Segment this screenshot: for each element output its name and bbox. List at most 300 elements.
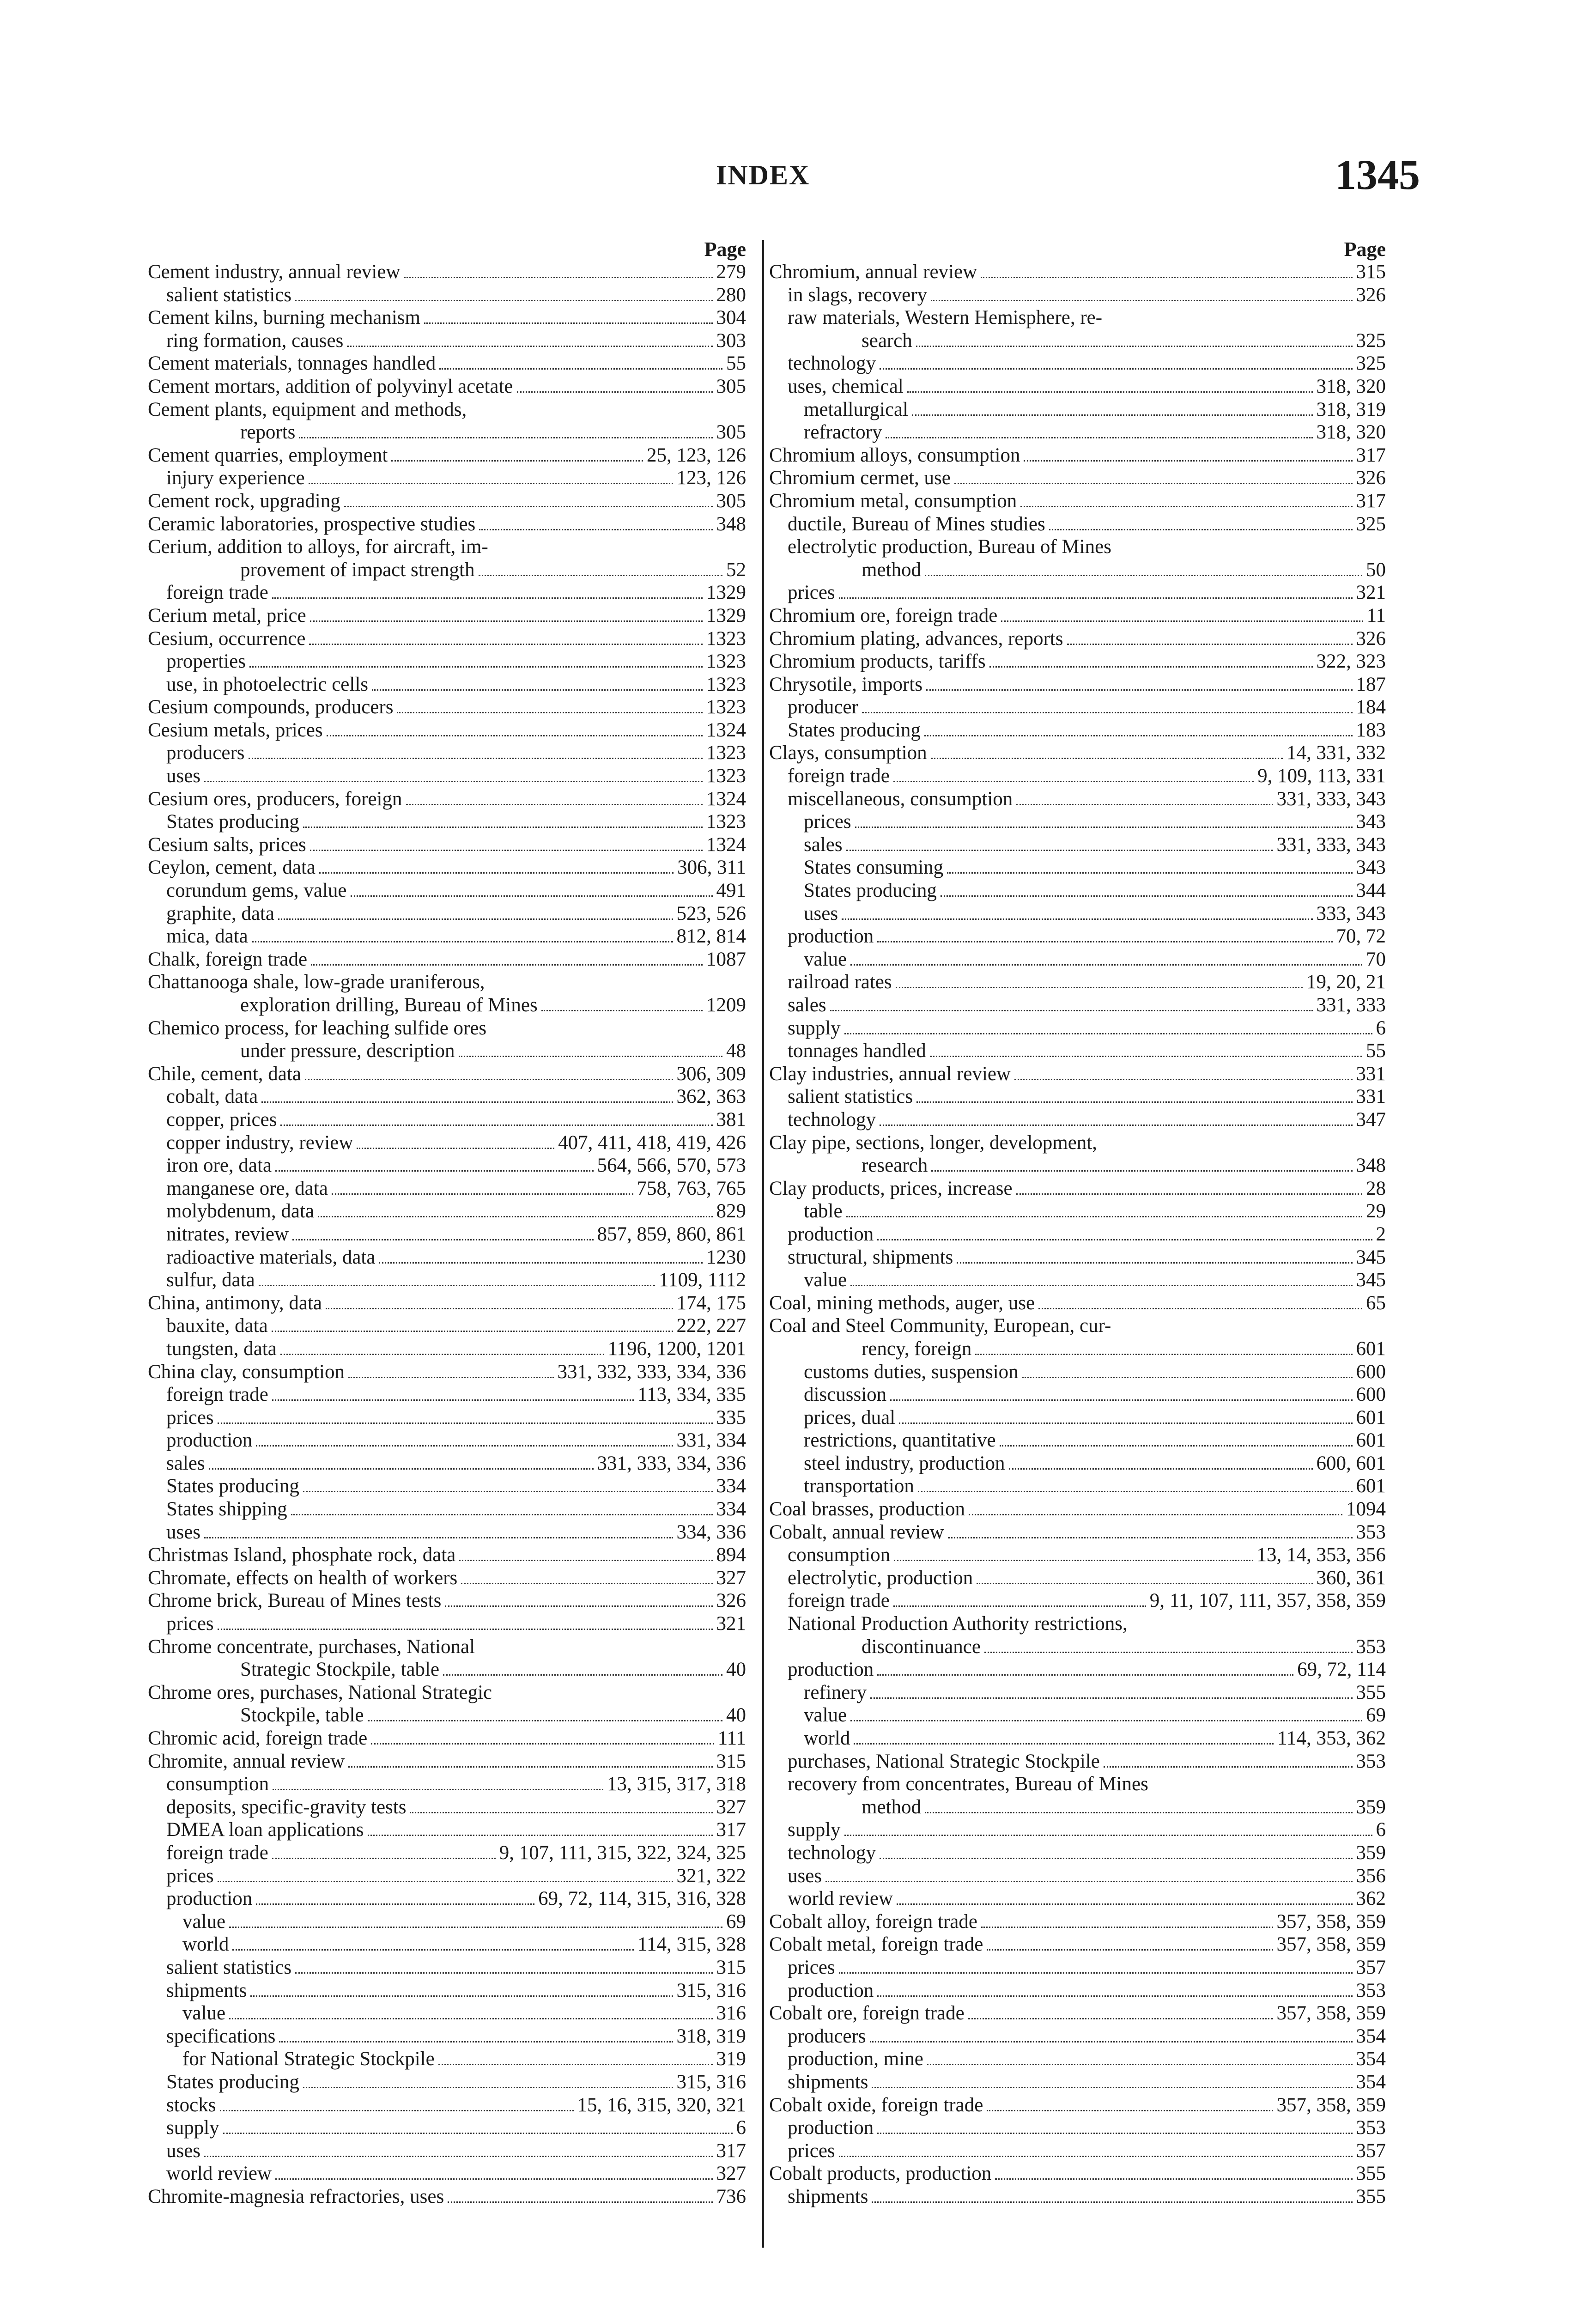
dot-leader	[229, 2004, 712, 2019]
index-entry-term: Chromite, annual review	[148, 1750, 345, 1772]
index-entry	[148, 674, 746, 697]
index-entry	[148, 2048, 746, 2071]
index-entry-term: production	[166, 1888, 253, 1910]
dot-leader	[273, 1775, 603, 1790]
index-entry	[769, 857, 1386, 880]
index-entry-term: discussion	[804, 1384, 887, 1406]
index-entry-pages: 304	[716, 307, 746, 329]
index-entry	[148, 903, 746, 926]
index-entry	[769, 1315, 1386, 1338]
dot-leader	[995, 2164, 1352, 2180]
index-entry-term: prices	[166, 1406, 214, 1429]
index-entry	[769, 421, 1386, 444]
dot-leader	[981, 1913, 1273, 1928]
index-entry-pages: 601	[1356, 1475, 1386, 1497]
index-entry-term: copper, prices	[166, 1108, 277, 1131]
index-entry-pages: 1324	[706, 788, 746, 810]
index-entry-term: Cobalt products, production	[769, 2163, 992, 2185]
index-entry	[148, 2071, 746, 2094]
index-entry	[769, 674, 1386, 697]
dot-leader	[924, 721, 1353, 736]
index-entry-term: foreign trade	[166, 582, 268, 604]
index-entry	[148, 1086, 746, 1109]
index-entry	[769, 788, 1386, 811]
index-entry-term: consumption	[166, 1773, 269, 1795]
dot-leader	[209, 1454, 594, 1470]
index-entry-term: uses	[166, 2140, 201, 2162]
index-entry	[769, 559, 1386, 582]
index-entry-pages: 355	[1356, 2185, 1386, 2207]
index-entry-term: mica, data	[166, 925, 248, 948]
index-entry-term: in slags, recovery	[788, 284, 928, 306]
dot-leader	[877, 1660, 1293, 1676]
index-entry	[769, 1200, 1386, 1223]
index-entry-pages: 334, 336	[676, 1521, 746, 1543]
index-entry-term: Chromic acid, foreign trade	[148, 1727, 368, 1749]
index-entry-term: reports	[240, 421, 296, 444]
dot-leader	[926, 675, 1352, 691]
dot-leader	[204, 1523, 673, 1538]
index-entry-pages: 353	[1356, 2117, 1386, 2139]
dot-leader	[280, 1340, 604, 1355]
dot-leader	[1001, 607, 1363, 622]
index-entry-pages: 1094	[1346, 1498, 1386, 1520]
index-entry	[769, 1269, 1386, 1292]
index-entry-pages: 303	[716, 329, 746, 352]
index-entry-pages: 13, 315, 317, 318	[607, 1773, 746, 1795]
index-entry-pages: 69	[1366, 1704, 1386, 1726]
index-entry-term: prices	[788, 582, 835, 604]
index-entry	[769, 742, 1386, 765]
index-entry-pages: 357, 358, 359	[1276, 2094, 1386, 2116]
index-entry-term: China, antimony, data	[148, 1292, 322, 1314]
index-entry	[148, 1636, 746, 1659]
index-entry-term: sales	[804, 833, 843, 856]
index-entry-pages: 1109, 1112	[659, 1269, 746, 1291]
index-entry-term: electrolytic, production	[788, 1567, 973, 1589]
index-entry	[148, 1682, 746, 1705]
dot-leader	[347, 332, 712, 347]
index-entry-term: Cobalt ore, foreign trade	[769, 2002, 965, 2024]
index-entry	[148, 2025, 746, 2049]
index-entry-term: Cement materials, tonnages handled	[148, 353, 436, 375]
index-entry-term: Strategic Stockpile, table	[240, 1659, 440, 1681]
index-entry-pages: 354	[1356, 2071, 1386, 2093]
index-entry-term: railroad rates	[788, 971, 892, 993]
dot-leader	[844, 1019, 1372, 1034]
dot-leader	[303, 2073, 673, 2088]
dot-leader	[862, 698, 1353, 713]
index-entry	[148, 994, 746, 1017]
index-entry-term: States producing	[166, 2071, 299, 2093]
index-entry-term: stocks	[166, 2094, 216, 2116]
index-entry	[769, 1773, 1386, 1796]
index-entry-pages: 326	[716, 1590, 746, 1612]
index-entry	[148, 719, 746, 742]
dot-leader	[348, 1752, 712, 1768]
index-entry-term: uses	[166, 1521, 201, 1543]
index-entry-term: method	[862, 1796, 921, 1818]
dot-leader	[261, 1088, 673, 1103]
dot-leader	[872, 2188, 1352, 2203]
dot-leader	[279, 2027, 673, 2043]
index-entry	[769, 1751, 1386, 1774]
index-entry	[769, 1361, 1386, 1384]
index-entry	[148, 284, 746, 307]
index-entry-pages: 736	[716, 2185, 746, 2207]
index-entry-pages: 357, 358, 359	[1276, 1933, 1386, 1956]
dot-leader	[846, 836, 1273, 851]
index-entry	[148, 2002, 746, 2025]
index-entry	[148, 788, 746, 811]
index-entry	[148, 421, 746, 444]
index-entry-pages: 123, 126	[676, 467, 746, 489]
index-entry	[769, 1178, 1386, 1201]
index-entry	[769, 2025, 1386, 2049]
index-entry-pages: 1323	[706, 811, 746, 833]
index-entry-term: graphite, data	[166, 902, 275, 924]
dot-leader	[303, 813, 703, 828]
index-entry-term: miscellaneous, consumption	[788, 788, 1013, 810]
index-entry-pages: 326	[1356, 467, 1386, 489]
dot-leader	[249, 744, 703, 759]
index-entry-term: deposits, specific-gravity tests	[166, 1796, 407, 1818]
index-entry	[148, 1933, 746, 1957]
index-entry	[769, 1636, 1386, 1659]
index-entry-pages: 491	[716, 880, 746, 902]
index-entry-pages: 317	[1356, 444, 1386, 466]
index-entry	[148, 559, 746, 582]
dot-leader	[989, 652, 1313, 668]
index-entry-pages: 407, 411, 418, 419, 426	[558, 1131, 746, 1154]
dot-leader	[839, 1958, 1353, 1974]
index-entry-term: cobalt, data	[166, 1086, 258, 1108]
dot-leader	[479, 561, 723, 576]
dot-leader	[379, 1248, 703, 1264]
index-entry	[769, 628, 1386, 651]
index-entry-term: Cement plants, equipment and methods,	[148, 398, 467, 420]
index-entry-pages: 335	[716, 1406, 746, 1429]
index-entry-term: supply	[166, 2117, 219, 2139]
index-entry-pages: 111	[717, 1727, 746, 1749]
index-entry-pages: 1087	[706, 948, 746, 970]
dot-leader	[218, 1409, 713, 1424]
dot-leader	[299, 423, 712, 438]
index-entry-term: use, in photoelectric cells	[166, 673, 369, 695]
dot-leader	[896, 973, 1303, 988]
index-entry	[148, 1178, 746, 1201]
index-entry-pages: 600, 601	[1316, 1452, 1386, 1474]
index-entry-pages: 894	[716, 1544, 746, 1566]
index-entry	[769, 650, 1386, 674]
index-entry-pages: 331, 332, 333, 334, 336	[557, 1361, 746, 1383]
index-entry-term: ring formation, causes	[166, 329, 344, 352]
index-entry-pages: 326	[1356, 284, 1386, 306]
index-entry-pages: 326	[1356, 627, 1386, 650]
index-entry	[148, 261, 746, 284]
dot-leader	[984, 1638, 1353, 1653]
index-entry-term: Cement kilns, burning mechanism	[148, 307, 420, 329]
dot-leader	[918, 1477, 1353, 1492]
dot-leader	[987, 2096, 1273, 2111]
index-entry	[148, 490, 746, 513]
index-entry-pages: 1230	[706, 1246, 746, 1268]
index-entry-pages: 334	[716, 1475, 746, 1497]
index-entry-pages: 334	[716, 1498, 746, 1520]
index-entry	[148, 1590, 746, 1613]
index-entry	[148, 2140, 746, 2163]
index-entry-pages: 344	[1356, 880, 1386, 902]
index-entry-term: technology	[788, 1108, 876, 1131]
dot-leader	[278, 905, 673, 920]
index-entry-pages: 9, 107, 111, 315, 322, 324, 325	[499, 1842, 746, 1864]
dot-leader	[931, 286, 1352, 301]
index-entry	[148, 1155, 746, 1178]
dot-leader	[438, 2050, 713, 2065]
index-entry-pages: 318, 319	[1316, 398, 1386, 420]
index-entry-pages: 184	[1356, 696, 1386, 718]
index-entry-pages: 1209	[706, 994, 746, 1016]
index-entry	[769, 1888, 1386, 1911]
index-entry	[769, 1040, 1386, 1063]
dot-leader	[305, 1065, 673, 1080]
index-entry	[148, 1475, 746, 1498]
dot-leader	[987, 1935, 1273, 1951]
index-entry-term: prices	[788, 1956, 835, 1978]
index-entries-left	[148, 261, 746, 2208]
index-entry-pages: 353	[1356, 1635, 1386, 1658]
dot-leader	[223, 2119, 733, 2134]
index-entry-term: producers	[166, 742, 245, 764]
index-entry	[769, 2117, 1386, 2140]
index-entry-term: search	[862, 329, 912, 352]
index-entry-term: Chrome ores, purchases, National Strategic	[148, 1681, 492, 1703]
index-entry	[769, 2094, 1386, 2117]
index-entry	[148, 1017, 746, 1040]
index-entry-pages: 321, 322	[676, 1865, 746, 1887]
dot-leader	[870, 1684, 1352, 1699]
index-entry-term: transportation	[804, 1475, 914, 1497]
index-entry	[769, 1704, 1386, 1727]
dot-leader	[272, 1844, 496, 1859]
index-entry-term: National Production Authority restrictions,	[788, 1613, 1128, 1635]
index-entry	[769, 1980, 1386, 2003]
dot-leader	[893, 1592, 1146, 1607]
index-entry	[769, 1865, 1386, 1888]
index-entry	[769, 1429, 1386, 1453]
index-entry-term: radioactive materials, data	[166, 1246, 376, 1268]
index-entry	[148, 376, 746, 399]
index-entry-term: iron ore, data	[166, 1155, 272, 1177]
index-entry	[148, 948, 746, 972]
index-entry-term: value	[182, 2002, 226, 2024]
dot-leader	[954, 469, 1353, 484]
dot-leader	[872, 2073, 1352, 2088]
index-entries-right	[769, 261, 1386, 2208]
index-entry	[769, 1933, 1386, 1957]
dot-leader	[204, 767, 703, 782]
index-entry-term: States shipping	[166, 1498, 287, 1520]
dot-leader	[327, 721, 703, 736]
index-entry-term: production	[788, 925, 874, 948]
dot-leader	[256, 1890, 534, 1905]
index-entry-term: copper industry, review	[166, 1131, 353, 1154]
index-entry-term: Clay industries, annual review	[769, 1063, 1011, 1085]
index-entry-pages: 321	[716, 1613, 746, 1635]
index-entry	[769, 1613, 1386, 1636]
dot-leader	[1016, 1179, 1362, 1195]
index-entry-pages: 601	[1356, 1429, 1386, 1452]
dot-leader	[443, 1660, 722, 1676]
index-entry-term: customs duties, suspension	[804, 1361, 1019, 1383]
index-entry-term: Cesium, occurrence	[148, 627, 306, 650]
dot-leader	[880, 354, 1352, 370]
dot-leader	[850, 1271, 1352, 1286]
index-entry-term: Chattanooga shale, low-grade uraniferous,	[148, 971, 485, 993]
index-entry	[148, 1063, 746, 1086]
index-entry	[769, 1223, 1386, 1246]
index-entry	[769, 284, 1386, 307]
index-entry-term: sales	[788, 994, 826, 1016]
index-entry-term: production	[788, 2117, 874, 2139]
dot-leader	[368, 1821, 713, 1836]
index-entry-pages: 305	[716, 421, 746, 444]
index-entry	[148, 765, 746, 788]
index-entry	[769, 903, 1386, 926]
index-entry	[148, 1384, 746, 1407]
index-entry	[148, 1544, 746, 1567]
dot-leader	[303, 1477, 713, 1492]
index-entry	[769, 925, 1386, 948]
index-entry-pages: 360, 361	[1316, 1567, 1386, 1589]
index-entry-pages: 317	[716, 1819, 746, 1841]
index-entry-pages: 40	[726, 1659, 746, 1681]
dot-leader	[250, 1982, 673, 1997]
dot-leader	[404, 263, 713, 278]
index-entry-pages: 758, 763, 765	[637, 1177, 746, 1199]
dot-leader	[459, 1042, 723, 1057]
index-entry-pages: 359	[1356, 1842, 1386, 1864]
index-entry-term: salient statistics	[166, 1956, 292, 1978]
dot-leader	[218, 1867, 673, 1882]
index-entry	[148, 834, 746, 857]
index-entry-term: Coal, mining methods, auger, use	[769, 1292, 1035, 1314]
index-entry-pages: 343	[1356, 857, 1386, 879]
index-entry-term: States producing	[804, 880, 937, 902]
index-entry-term: States producing	[166, 1475, 299, 1497]
index-entry	[148, 1109, 746, 1132]
index-entry-term: rency, foreign	[862, 1337, 972, 1360]
index-entry-term: steel industry, production	[804, 1452, 1005, 1474]
dot-leader	[372, 675, 703, 691]
index-entry	[769, 1407, 1386, 1430]
dot-leader	[310, 836, 703, 851]
index-entry	[769, 2071, 1386, 2094]
dot-leader	[357, 1134, 554, 1149]
index-entry-pages: 381	[716, 1108, 746, 1131]
dot-leader	[850, 950, 1362, 966]
index-entry	[769, 1246, 1386, 1270]
index-entry-term: Chromium ore, foreign trade	[769, 604, 998, 626]
index-entry	[769, 1155, 1386, 1178]
index-entry-term: Chile, cement, data	[148, 1063, 301, 1085]
index-entry-pages: 317	[1356, 490, 1386, 512]
index-entry-term: salient statistics	[166, 284, 292, 306]
index-entry-term: ductile, Bureau of Mines studies	[788, 513, 1045, 535]
index-entry-term: Coal and Steel Community, European, cur-	[769, 1315, 1111, 1337]
index-entry	[769, 2140, 1386, 2163]
index-entry-pages: 6	[1376, 1819, 1386, 1841]
index-entry-pages: 317	[716, 2140, 746, 2162]
index-entry-term: Clay pipe, sections, longer, development,	[769, 1131, 1098, 1154]
index-entry	[148, 353, 746, 376]
index-entry-term: production	[788, 1223, 874, 1245]
index-entry	[769, 467, 1386, 490]
index-entry-term: consumption	[788, 1544, 891, 1566]
index-entry-term: Stockpile, table	[240, 1704, 364, 1726]
index-entry-pages: 354	[1356, 2025, 1386, 2047]
index-entry-term: production	[788, 1659, 874, 1681]
dot-leader	[259, 1271, 655, 1286]
index-entry-term: world review	[788, 1888, 893, 1910]
index-entry-pages: 325	[1356, 353, 1386, 375]
dot-leader	[249, 652, 703, 668]
dot-leader	[925, 561, 1362, 576]
index-entry-pages: 25, 123, 126	[647, 444, 746, 466]
index-entry	[148, 2094, 746, 2117]
dot-leader	[877, 1225, 1372, 1240]
index-entry	[769, 1017, 1386, 1040]
index-entry-term: discontinuance	[862, 1635, 981, 1658]
index-entry	[769, 719, 1386, 742]
index-entry-term: research	[862, 1155, 928, 1177]
dot-leader	[348, 1363, 554, 1378]
index-entry-term: manganese ore, data	[166, 1177, 328, 1199]
index-entry-pages: 355	[1356, 2163, 1386, 2185]
index-entry-pages: 315, 316	[676, 2071, 746, 2093]
index-entry-term: Cesium metals, prices	[148, 719, 323, 741]
index-entry-term: Chromate, effects on health of workers	[148, 1567, 458, 1589]
index-entry-term: prices, dual	[804, 1406, 896, 1429]
dot-leader	[280, 1111, 712, 1126]
index-entry	[148, 1751, 746, 1774]
index-entry-term: DMEA loan applications	[166, 1819, 364, 1841]
index-entry-term: refinery	[804, 1681, 867, 1703]
index-column-left	[148, 238, 746, 2208]
index-entry	[148, 1727, 746, 1751]
dot-leader	[517, 377, 713, 393]
dot-leader	[397, 698, 703, 713]
index-entry-term: Cesium salts, prices	[148, 833, 306, 856]
dot-leader	[309, 630, 703, 645]
index-entry-pages: 65	[1366, 1292, 1386, 1314]
index-entry-pages: 306, 309	[676, 1063, 746, 1085]
index-entry-term: value	[804, 948, 847, 970]
index-entry	[769, 1590, 1386, 1613]
index-entry	[769, 1819, 1386, 1842]
index-entry-pages: 69	[726, 1910, 746, 1933]
index-entry	[769, 330, 1386, 353]
dot-leader	[326, 1294, 673, 1309]
index-entry	[148, 925, 746, 948]
index-entry	[148, 1338, 746, 1361]
index-entry-term: Clays, consumption	[769, 742, 927, 764]
dot-leader	[275, 2164, 712, 2180]
dot-leader	[948, 1523, 1353, 1538]
dot-leader	[541, 996, 703, 1011]
dot-leader	[897, 1890, 1352, 1905]
index-entry-pages: 353	[1356, 1979, 1386, 2001]
